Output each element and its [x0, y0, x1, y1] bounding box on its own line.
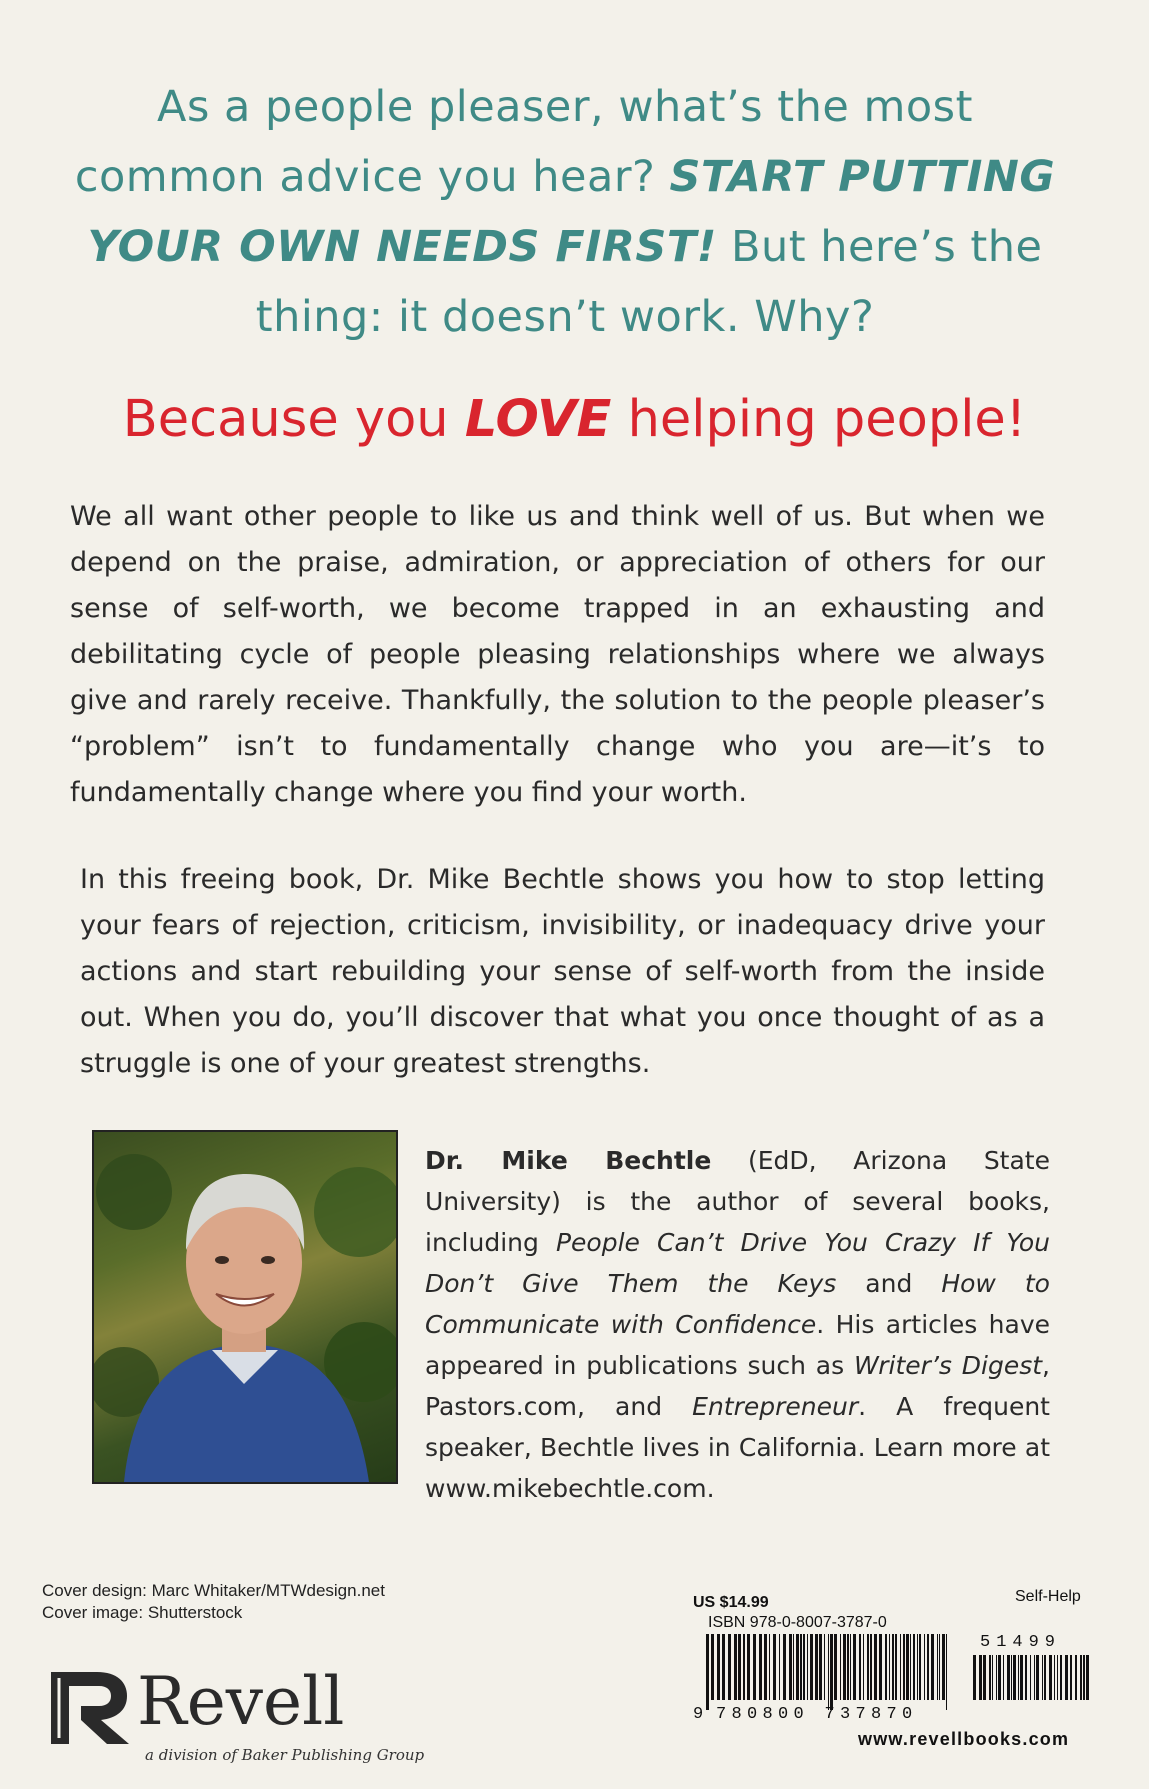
barcode-bar [828, 1634, 829, 1710]
barcode-bar [973, 1655, 976, 1700]
barcode-bar [983, 1655, 986, 1700]
revell-mark-icon [45, 1658, 137, 1750]
author-photo [92, 1130, 398, 1484]
barcode-bar [738, 1634, 741, 1700]
barcode-bar [895, 1634, 897, 1700]
barcode-bar [1007, 1655, 1010, 1700]
barcode-bar [819, 1634, 822, 1700]
barcode-bar [1018, 1655, 1019, 1700]
headline [40, 385, 1109, 455]
barcode-bar [747, 1634, 750, 1700]
barcode-bar [1042, 1655, 1043, 1700]
barcode-bar [800, 1634, 802, 1700]
barcode-bar [1030, 1655, 1031, 1700]
barcode-bar [1057, 1655, 1058, 1700]
barcode-bar [927, 1634, 929, 1700]
addon-price-digits: 51499 [980, 1633, 1062, 1652]
barcode-bar [773, 1634, 776, 1700]
barcode-bar [1065, 1655, 1068, 1700]
barcode-bar [989, 1655, 991, 1700]
barcode-bar [706, 1634, 709, 1710]
barcode-bar [979, 1655, 982, 1700]
barcode-bar [946, 1634, 947, 1710]
barcode-bar [830, 1634, 833, 1710]
intro-line-3 [60, 212, 1070, 282]
barcode-bar [1075, 1655, 1077, 1700]
category-label: Self-Help [1015, 1588, 1081, 1605]
barcode-bar [840, 1634, 841, 1700]
barcode-bar [917, 1634, 918, 1700]
intro-emphasis-2: YOUR OWN NEEDS FIRST! [87, 222, 717, 272]
author-name: Dr. Mike Bechtle [425, 1146, 712, 1175]
barcode-digits: 780800 737870 [716, 1705, 918, 1724]
barcode-bar [910, 1634, 911, 1700]
publication-1: Writer’s Digest [853, 1351, 1043, 1380]
barcode-bar [1049, 1655, 1052, 1700]
bio-mid-2: , Pastors.com, and [425, 1351, 1050, 1421]
cover-design-credit: Cover design: Marc Whitaker/MTWdesign.net [42, 1581, 385, 1600]
barcode-bar [867, 1634, 869, 1700]
barcode-bar [743, 1634, 745, 1700]
barcode-bar [859, 1634, 861, 1700]
barcode-bar [847, 1634, 849, 1700]
barcode-bar [889, 1634, 890, 1700]
barcode-bar [807, 1634, 808, 1700]
barcode-bar [1011, 1655, 1012, 1700]
barcode-bar [937, 1634, 938, 1700]
barcode-bar [1083, 1655, 1085, 1700]
book-title-2: How to Communicate with Confidence [425, 1269, 1050, 1339]
bio-mid: . His articles have appeared in publications such as [425, 1310, 1051, 1380]
barcode-bar [803, 1634, 805, 1700]
intro-question [60, 72, 1070, 352]
barcode-bar [1020, 1655, 1023, 1700]
intro-line-3b: But here’s the [731, 222, 1043, 272]
barcode-bar [810, 1634, 813, 1700]
intro-line-4: thing: it doesn’t work. Why? [255, 292, 875, 342]
bio-and: and [836, 1269, 942, 1298]
barcode-bar [996, 1655, 997, 1700]
headline-before: Because you [122, 390, 449, 449]
barcode-bar [769, 1634, 770, 1700]
barcode-bar [815, 1634, 818, 1700]
barcode-bar [1044, 1655, 1046, 1700]
barcode-bar [1003, 1655, 1004, 1700]
barcode-bar [793, 1634, 794, 1700]
isbn-barcode [705, 1634, 950, 1710]
publisher-website: www.revellbooks.com [858, 1729, 1070, 1749]
barcode-bar [779, 1634, 780, 1700]
publisher-name: Revell [137, 1663, 345, 1740]
barcode-bar [913, 1634, 915, 1700]
barcode-bar [939, 1634, 940, 1700]
publisher-logo [45, 1658, 425, 1768]
cover-credits [42, 1580, 385, 1624]
barcode-bar [879, 1634, 882, 1700]
barcode-bar [728, 1634, 731, 1700]
barcode-bar [753, 1634, 756, 1700]
barcode-bar [722, 1634, 725, 1700]
barcode-bar [942, 1634, 945, 1700]
price: US $14.99 [693, 1594, 769, 1611]
barcode-bar [1025, 1655, 1027, 1700]
barcode-bar [824, 1634, 825, 1700]
intro-line-2 [60, 142, 1070, 212]
isbn: ISBN 978-0-8007-3787-0 [708, 1614, 887, 1631]
barcode-bar [903, 1634, 905, 1700]
barcode-bar [783, 1634, 786, 1700]
bio-credentials: (EdD, Arizona State University) is the author of several books, including [425, 1146, 1050, 1257]
price-addon-barcode [972, 1655, 1092, 1710]
headline-emphasis: LOVE [464, 390, 612, 449]
barcode-bar [1060, 1655, 1062, 1700]
barcode-bar [900, 1634, 901, 1700]
barcode-bar [874, 1634, 877, 1700]
barcode-bar [1013, 1655, 1016, 1700]
barcode-bar [924, 1634, 925, 1700]
barcode-bar [1070, 1655, 1072, 1700]
barcode-bar [885, 1634, 887, 1700]
headline-after: helping people! [627, 390, 1027, 449]
barcode-bar [796, 1634, 799, 1700]
barcode-bar [1054, 1655, 1055, 1700]
barcode-bar [711, 1634, 714, 1700]
cover-image-credit: Cover image: Shutterstock [42, 1603, 243, 1622]
publication-2: Entrepreneur [692, 1392, 859, 1421]
barcode-bar [734, 1634, 737, 1700]
barcode-bar [906, 1634, 909, 1700]
author-bio [425, 1140, 1050, 1509]
barcode-bar [834, 1634, 837, 1700]
intro-line-1: As a people pleaser, what’s the most [157, 82, 973, 132]
barcode-bar [853, 1634, 856, 1700]
barcode-bar [1086, 1655, 1089, 1700]
barcode-bar [863, 1634, 864, 1700]
barcode-bar [717, 1634, 720, 1700]
barcode-first-digit: 9 [693, 1705, 704, 1724]
barcode-bar [1034, 1655, 1035, 1700]
barcode-bar [919, 1634, 921, 1700]
barcode-bar [789, 1634, 792, 1700]
barcode-bar [1036, 1655, 1039, 1700]
barcode-bar [764, 1634, 767, 1700]
barcode-bar [931, 1634, 934, 1700]
publisher-tagline: a division of Baker Publishing Group [145, 1746, 425, 1764]
barcode-bar [992, 1655, 993, 1700]
book-title-1: People Can’t Drive You Crazy If You Don’t Give Them the Keys [425, 1228, 1051, 1298]
intro-emphasis-1: START PUTTING [669, 152, 1056, 202]
barcode-bar [850, 1634, 851, 1700]
barcode-bar [1080, 1655, 1082, 1700]
barcode-bar [998, 1655, 1001, 1700]
author-portrait-illustration [94, 1132, 396, 1482]
barcode-bar [759, 1634, 762, 1700]
bio-end: . A frequent speaker, Bechtle lives in California. Learn more at www.mikebechtle.com. [425, 1392, 1050, 1503]
description-paragraph-2: In this freeing book, Dr. Mike Bechtle shows you how to stop letting your fears of rejection, criticism, invisibility, or inadequacy drive your actions and start rebuilding your sense of self-worth from the inside out. When you do, you’ll discover that what you once thought of as a struggle is one of your greatest strengths. [80, 864, 1045, 1079]
intro-line-2a: common advice you hear? [74, 152, 656, 202]
barcode-bar [870, 1634, 872, 1700]
description-paragraph-1: We all want other people to like us and think well of us. But when we depend on the praise, admiration, or appreciation of others for our sense of self-worth, we become trapped in an exhausting and debilitating cycle of people pleasing relationships where we always give and rarely receive. Thankfully, the solution to the people pleaser’s “problem” isn’t to fundamentally change who you are—it’s to fundamentally change where you find your worth. [70, 501, 1045, 808]
barcode-bar [843, 1634, 846, 1700]
barcode-bar [892, 1634, 894, 1700]
